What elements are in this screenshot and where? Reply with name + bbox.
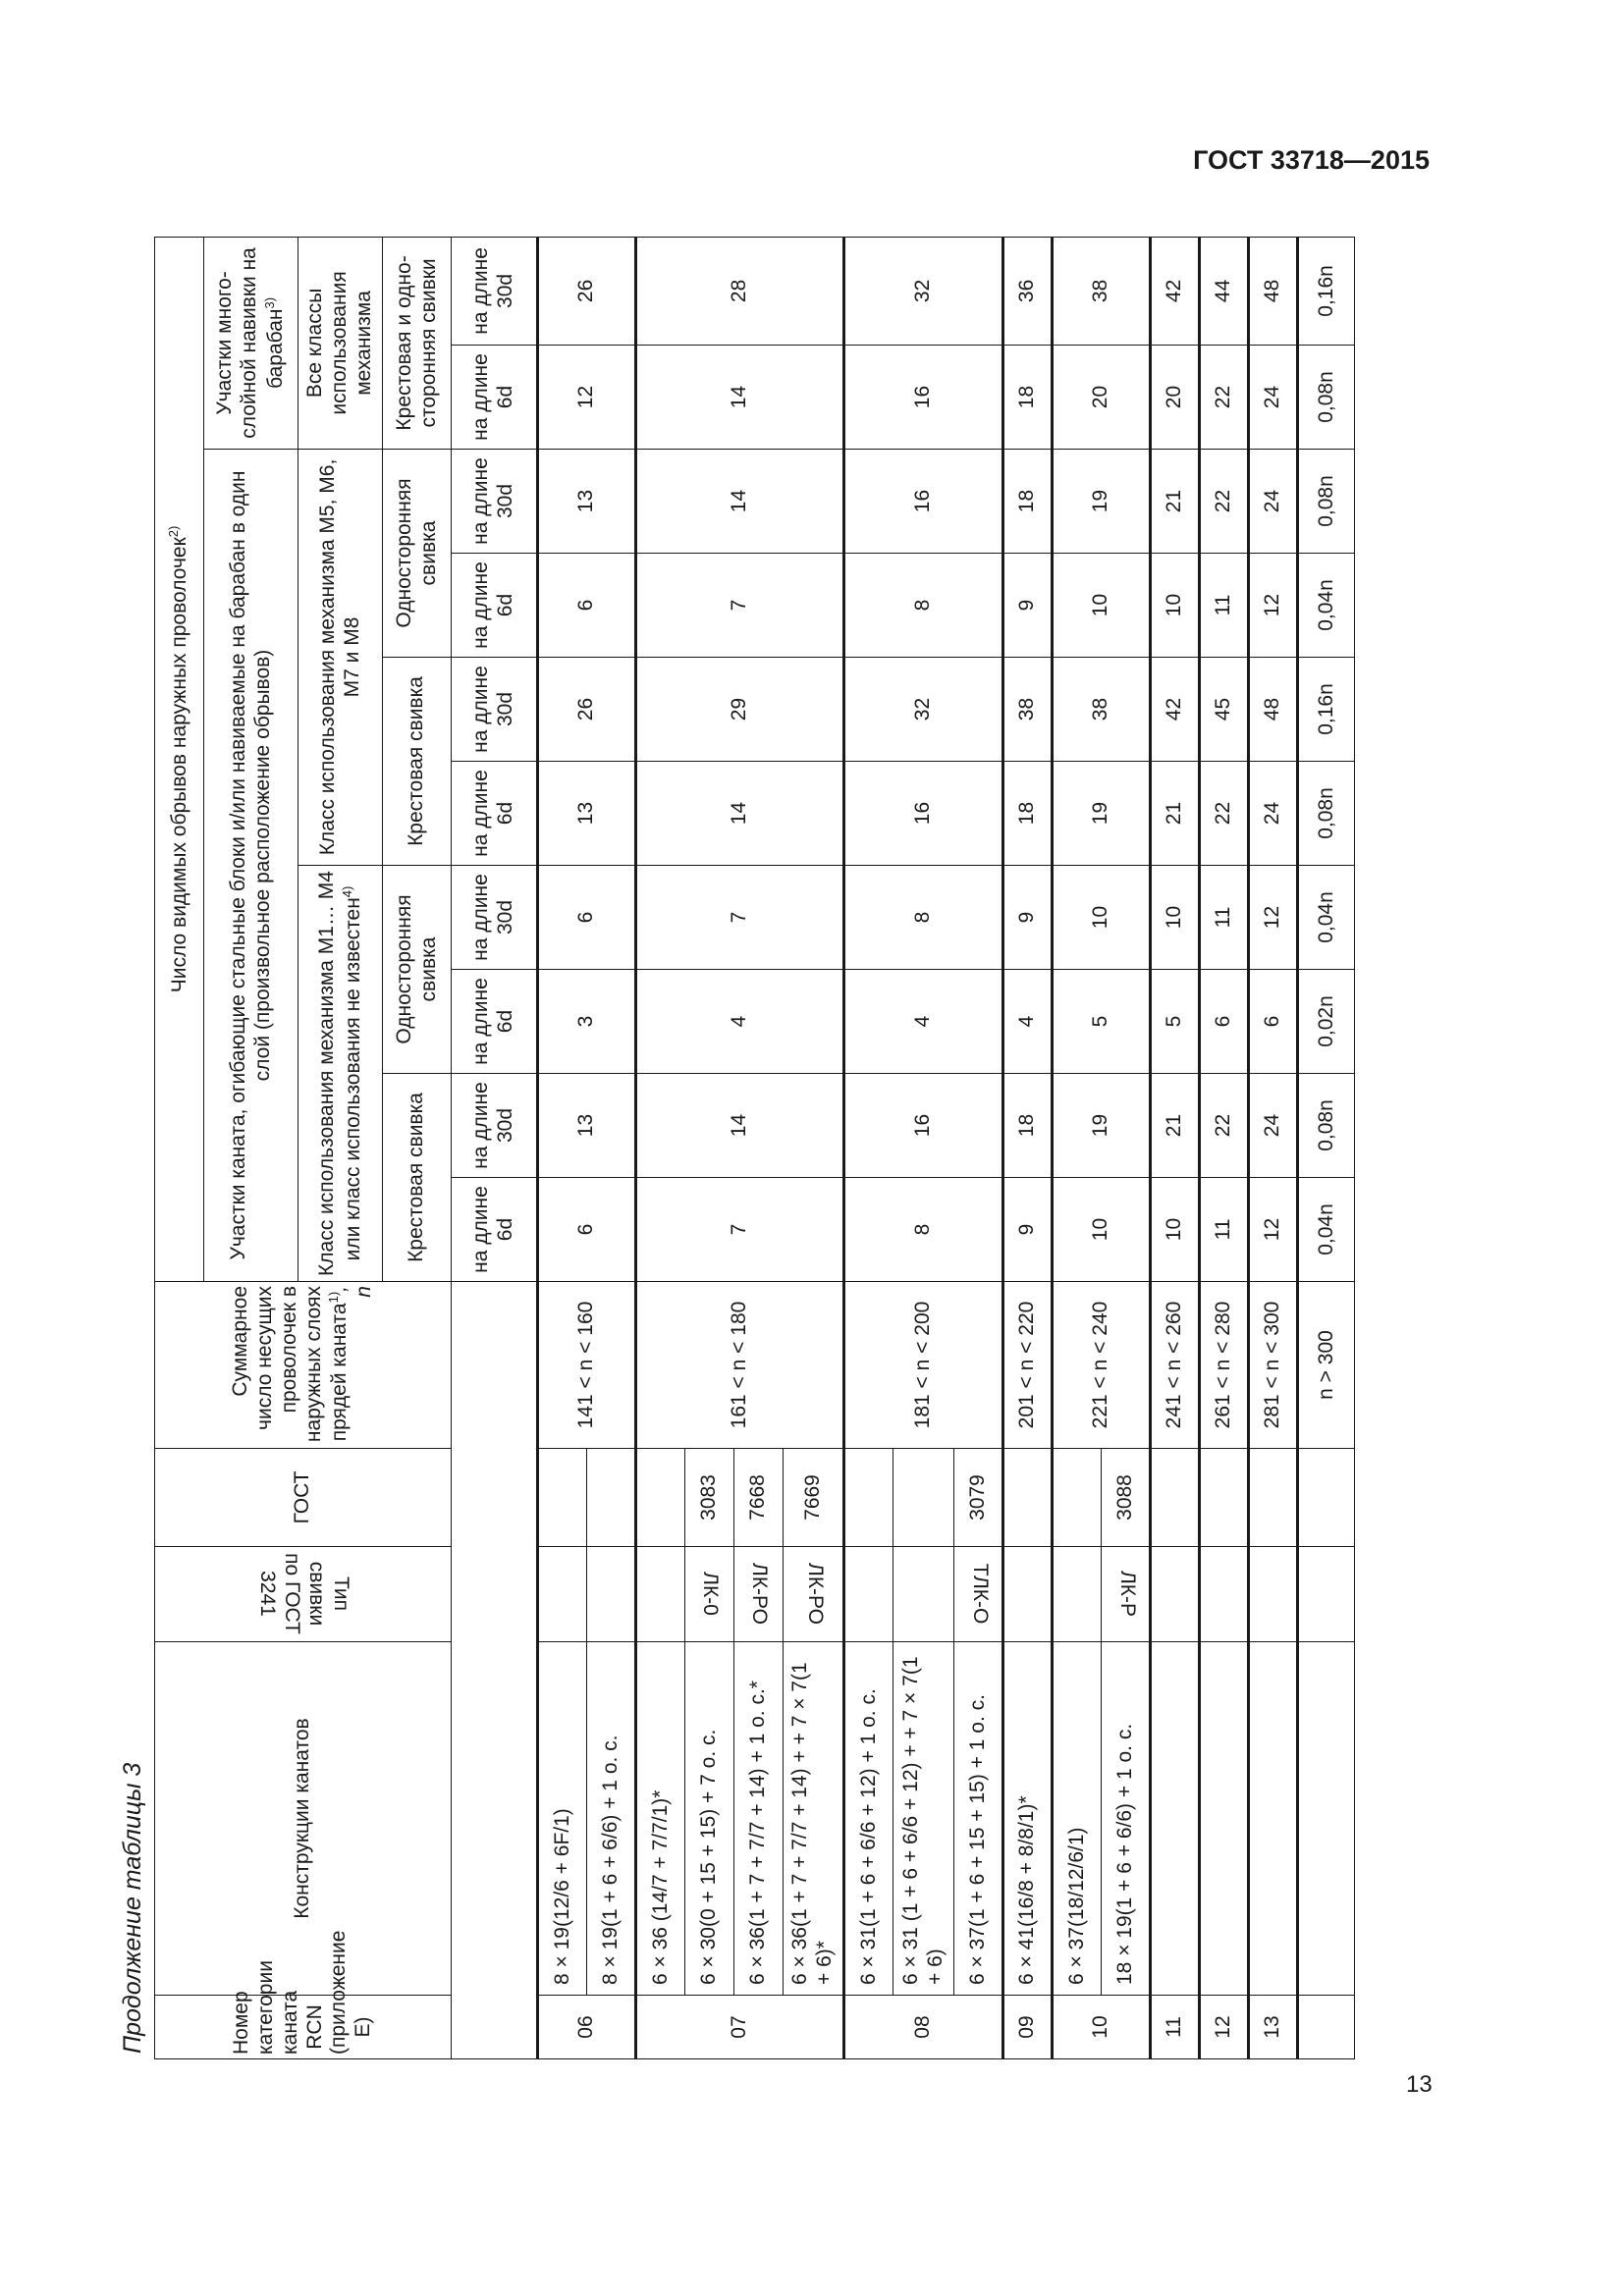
header-single-layer: Участки каната, огибающие стальные блоки и/или навиваемые на барабан в один слой (произвольное расположение обрывов) — [204, 450, 298, 1282]
break-count-cell: 29 — [636, 658, 844, 762]
lay-type-cell: ЛК-РО — [784, 1547, 844, 1642]
break-count-cell: 18 — [1003, 1074, 1053, 1178]
break-count-cell: 45 — [1200, 658, 1249, 762]
lay-type-cell: ЛК-Р — [1102, 1547, 1151, 1642]
header-length: на длине 30d — [452, 1074, 538, 1178]
break-count-cell: 6 — [1200, 970, 1249, 1074]
gost-cell — [844, 1449, 893, 1547]
header-lay-type: Тип свивки по ГОСТ 3241 — [155, 1547, 452, 1642]
break-count-cell: 22 — [1200, 762, 1249, 866]
break-count-cell: 32 — [844, 237, 1003, 345]
break-count-cell: 20 — [1151, 346, 1200, 450]
break-count-cell: 12 — [1249, 1178, 1298, 1282]
header-cross-lay: Крестовая свивка — [383, 658, 452, 866]
total-wires-cell: 181 < n < 200 — [844, 1282, 1003, 1449]
gost-cell — [1053, 1449, 1102, 1547]
break-count-cell: 9 — [1003, 866, 1053, 970]
construction-cell — [1298, 1642, 1355, 1996]
category-cell: 08 — [844, 1996, 1003, 2059]
break-count-cell: 4 — [844, 970, 1003, 1074]
category-cell: 07 — [636, 1996, 844, 2059]
header-length: на длине 6d — [452, 554, 538, 658]
lay-type-cell: ЛК-0 — [685, 1547, 734, 1642]
table-row — [1249, 237, 1298, 2058]
category-cell: 06 — [538, 1996, 636, 2059]
total-wires-cell: 281 < n < 300 — [1249, 1282, 1298, 1449]
header-cross-lay: Крестовая свивка — [383, 1074, 452, 1282]
header-length: на длине 6d — [452, 970, 538, 1074]
break-count-cell: 0,16n — [1298, 658, 1355, 762]
break-count-cell: 10 — [1151, 1178, 1200, 1282]
category-cell: 12 — [1200, 1996, 1249, 2059]
gost-cell — [538, 1449, 587, 1547]
break-count-cell: 21 — [1151, 450, 1200, 554]
gost-cell — [1249, 1449, 1298, 1547]
lay-type-cell — [1053, 1547, 1102, 1642]
break-count-cell: 4 — [636, 970, 844, 1074]
category-cell: 09 — [1003, 1996, 1053, 2059]
break-count-cell: 10 — [1053, 866, 1151, 970]
break-count-cell: 12 — [1249, 554, 1298, 658]
break-count-cell: 7 — [636, 866, 844, 970]
break-count-cell: 8 — [844, 866, 1003, 970]
table-body — [538, 237, 1355, 2058]
total-wires-cell: 161 < n < 180 — [636, 1282, 844, 1449]
break-count-cell: 16 — [844, 1074, 1003, 1178]
lay-type-cell — [893, 1547, 954, 1642]
break-count-cell: 38 — [1003, 658, 1053, 762]
construction-cell: 6 × 41(16/8 + 8/8/1)* — [1003, 1642, 1053, 1996]
construction-cell: 8 × 19(1 + 6 + 6/6) + 1 о. с. — [587, 1642, 636, 1996]
header-category: Номер категории каната RCN (приложение Е) — [155, 1996, 452, 2059]
break-count-cell: 28 — [636, 237, 844, 345]
break-count-cell: 10 — [1151, 554, 1200, 658]
header-construction: Конструкции канатов — [155, 1642, 452, 1996]
break-count-cell: 0,08n — [1298, 346, 1355, 450]
rotated-table-area — [111, 237, 1433, 2059]
doc-title: ГОСТ 33718—2015 — [1193, 145, 1430, 175]
table-row — [538, 237, 587, 2058]
break-count-cell: 4 — [1003, 970, 1053, 1074]
construction-cell: 6 × 31(1 + 6 + 6/6 + 12) + 1 о. с. — [844, 1642, 893, 1996]
break-count-cell: 0,08n — [1298, 762, 1355, 866]
break-count-cell: 24 — [1249, 346, 1298, 450]
lay-type-cell — [636, 1547, 685, 1642]
gost-cell — [1200, 1449, 1249, 1547]
break-count-cell: 16 — [844, 346, 1003, 450]
lay-type-cell — [1298, 1547, 1355, 1642]
break-count-cell: 7 — [636, 1178, 844, 1282]
break-count-cell: 22 — [1200, 1074, 1249, 1178]
construction-cell: 6 × 31 (1 + 6 + 6/6 + 12) + + 7 × 7(1 + 6) — [893, 1642, 954, 1996]
break-count-cell: 13 — [538, 1074, 636, 1178]
break-count-cell: 14 — [636, 1074, 844, 1178]
lay-type-cell — [1151, 1547, 1200, 1642]
total-wires-cell: 141 < n < 160 — [538, 1282, 636, 1449]
gost-cell: 7669 — [784, 1449, 844, 1547]
category-cell: 13 — [1249, 1996, 1298, 2059]
break-count-cell: 14 — [636, 450, 844, 554]
header-total-wires: Суммарное число несущих проволочек в наружных слоях прядей каната$^{1)}$, n — [155, 1282, 452, 1449]
break-count-cell: 48 — [1249, 658, 1298, 762]
table-caption: Продолжение таблицы 3 — [119, 1762, 146, 2054]
break-count-cell: 0,04n — [1298, 554, 1355, 658]
break-count-cell: 18 — [1003, 450, 1053, 554]
break-count-cell: 24 — [1249, 450, 1298, 554]
break-count-cell: 8 — [844, 1178, 1003, 1282]
construction-cell: 6 × 37(18/12/6/1) — [1053, 1642, 1102, 1996]
construction-cell: 6 × 30(0 + 15 + 15) + 7 о. с. — [685, 1642, 734, 1996]
total-wires-cell: n > 300 — [1298, 1282, 1355, 1449]
lay-type-cell — [1200, 1547, 1249, 1642]
header-one-sided-lay: Односторонняя свивка — [383, 450, 452, 658]
table-row — [1053, 237, 1102, 2058]
break-count-cell: 38 — [1053, 237, 1151, 345]
break-count-cell: 0,04n — [1298, 866, 1355, 970]
break-count-cell: 6 — [1249, 970, 1298, 1074]
total-wires-cell: 261 < n < 280 — [1200, 1282, 1249, 1449]
break-count-cell: 8 — [844, 554, 1003, 658]
break-count-cell: 0,02n — [1298, 970, 1355, 1074]
gost-cell — [587, 1449, 636, 1547]
break-count-cell: 3 — [538, 970, 636, 1074]
break-count-cell: 0,08n — [1298, 1074, 1355, 1178]
break-count-cell: 11 — [1200, 866, 1249, 970]
gost-cell — [636, 1449, 685, 1547]
break-count-cell: 11 — [1200, 554, 1249, 658]
gost-cell: 3083 — [685, 1449, 734, 1547]
break-count-cell: 10 — [1053, 1178, 1151, 1282]
break-count-cell: 6 — [538, 554, 636, 658]
construction-cell: 8 × 19(12/6 + 6F/1) — [538, 1642, 587, 1996]
lay-type-cell — [1003, 1547, 1053, 1642]
break-count-cell: 20 — [1053, 346, 1151, 450]
table-row — [1200, 237, 1249, 2058]
construction-cell: 18 × 19(1 + 6 + 6/6) + 1 о. с. — [1102, 1642, 1151, 1996]
break-count-cell: 48 — [1249, 237, 1298, 345]
header-visible-breaks: Число видимых обрывов наружных проволочек$^{2)}$ — [155, 237, 204, 1281]
construction-cell: 6 × 36(1 + 7 + 7/7 + 14) + + 7 × 7(1 + 6)* — [784, 1642, 844, 1996]
break-count-cell: 11 — [1200, 1178, 1249, 1282]
break-count-cell: 5 — [1151, 970, 1200, 1074]
break-count-cell: 9 — [1003, 1178, 1053, 1282]
header-length: на длине 30d — [452, 450, 538, 554]
break-count-cell: 19 — [1053, 762, 1151, 866]
construction-cell: 6 × 36(1 + 7 + 7/7 + 14) + 1 о. с.* — [734, 1642, 784, 1996]
break-count-cell: 6 — [538, 866, 636, 970]
break-count-cell: 26 — [538, 237, 636, 345]
category-cell — [1298, 1996, 1355, 2059]
table-row — [636, 237, 685, 2058]
break-count-cell: 19 — [1053, 450, 1151, 554]
table-row — [1151, 237, 1200, 2058]
total-wires-cell: 221 < n < 240 — [1053, 1282, 1151, 1449]
gost-cell — [1003, 1449, 1053, 1547]
break-count-cell: 12 — [1249, 866, 1298, 970]
gost-cell — [893, 1449, 954, 1547]
header-length: на длине 30d — [452, 237, 538, 345]
break-count-cell: 14 — [636, 762, 844, 866]
gost-cell: 3079 — [954, 1449, 1003, 1547]
header-one-sided-lay: Односторонняя свивка — [383, 866, 452, 1074]
header-spacer — [452, 1282, 538, 2059]
break-count-cell: 13 — [538, 762, 636, 866]
total-wires-cell: 201 < n < 220 — [1003, 1282, 1053, 1449]
lay-type-cell: ЛК-РО — [734, 1547, 784, 1642]
break-count-cell: 21 — [1151, 1074, 1200, 1178]
break-count-cell: 44 — [1200, 237, 1249, 345]
break-count-cell: 21 — [1151, 762, 1200, 866]
break-count-cell: 18 — [1003, 346, 1053, 450]
break-count-cell: 10 — [1053, 554, 1151, 658]
table-row — [1298, 237, 1355, 2058]
break-count-cell: 0,08n — [1298, 450, 1355, 554]
break-count-cell: 18 — [1003, 762, 1053, 866]
page-number: 13 — [1406, 2071, 1433, 2098]
break-count-cell: 7 — [636, 554, 844, 658]
construction-cell — [1249, 1642, 1298, 1996]
construction-cell — [1200, 1642, 1249, 1996]
header-cross-and-one-sided: Крестовая и односторонняя свивки — [383, 237, 452, 449]
break-count-cell: 38 — [1053, 658, 1151, 762]
header-length: на длине 30d — [452, 658, 538, 762]
break-count-cell: 5 — [1053, 970, 1151, 1074]
construction-cell: 6 × 36 (14/7 + 7/7/1)* — [636, 1642, 685, 1996]
table-row — [1003, 237, 1053, 2058]
gost-cell — [1151, 1449, 1200, 1547]
break-count-cell: 19 — [1053, 1074, 1151, 1178]
break-count-cell: 12 — [538, 346, 636, 450]
break-count-cell: 13 — [538, 450, 636, 554]
break-count-cell: 42 — [1151, 237, 1200, 345]
break-count-cell: 42 — [1151, 658, 1200, 762]
gost-cell: 7668 — [734, 1449, 784, 1547]
gost-cell — [1298, 1449, 1355, 1547]
construction-cell — [1151, 1642, 1200, 1996]
header-length: на длине 6d — [452, 762, 538, 866]
header-all-classes: Все классы использования механизма — [298, 237, 383, 449]
header-class-m5-m8: Класс использования механизма М5, М6, М7 и М8 — [298, 450, 383, 866]
break-count-cell: 36 — [1003, 237, 1053, 345]
break-count-cell: 0,16n — [1298, 237, 1355, 345]
break-count-cell: 6 — [538, 1178, 636, 1282]
lay-type-cell — [844, 1547, 893, 1642]
break-count-cell: 10 — [1151, 866, 1200, 970]
break-count-cell: 9 — [1003, 554, 1053, 658]
break-count-cell: 14 — [636, 346, 844, 450]
lay-type-cell — [538, 1547, 587, 1642]
construction-cell: 6 × 37(1 + 6 + 15 + 15) + 1 о. с. — [954, 1642, 1003, 1996]
total-wires-cell: 241 < n < 260 — [1151, 1282, 1200, 1449]
break-count-cell: 16 — [844, 450, 1003, 554]
break-count-cell: 32 — [844, 658, 1003, 762]
header-multi-layer: Участки многослойной навивки на барабан$^{3)}$ — [204, 237, 298, 449]
header-length: на длине 30d — [452, 866, 538, 970]
header-gost: ГОСТ — [155, 1449, 452, 1547]
lay-type-cell: ТЛК-О — [954, 1547, 1003, 1642]
table-row — [844, 237, 893, 2058]
lay-type-cell — [587, 1547, 636, 1642]
break-count-cell: 24 — [1249, 762, 1298, 866]
break-count-cell: 22 — [1200, 450, 1249, 554]
gost-cell: 3088 — [1102, 1449, 1151, 1547]
header-length: на длине 6d — [452, 346, 538, 450]
lay-type-cell — [1249, 1547, 1298, 1642]
break-count-cell: 22 — [1200, 346, 1249, 450]
category-cell: 11 — [1151, 1996, 1200, 2059]
break-count-cell: 26 — [538, 658, 636, 762]
break-count-cell: 0,04n — [1298, 1178, 1355, 1282]
break-count-cell: 16 — [844, 762, 1003, 866]
wire-breaks-table — [154, 237, 1355, 2059]
header-class-m1-m4: Класс использования механизма М1… М4 или класс использования не известен$^{4)}$ — [298, 866, 383, 1282]
header-length: на длине 6d — [452, 1178, 538, 1282]
category-cell: 10 — [1053, 1996, 1151, 2059]
break-count-cell: 24 — [1249, 1074, 1298, 1178]
